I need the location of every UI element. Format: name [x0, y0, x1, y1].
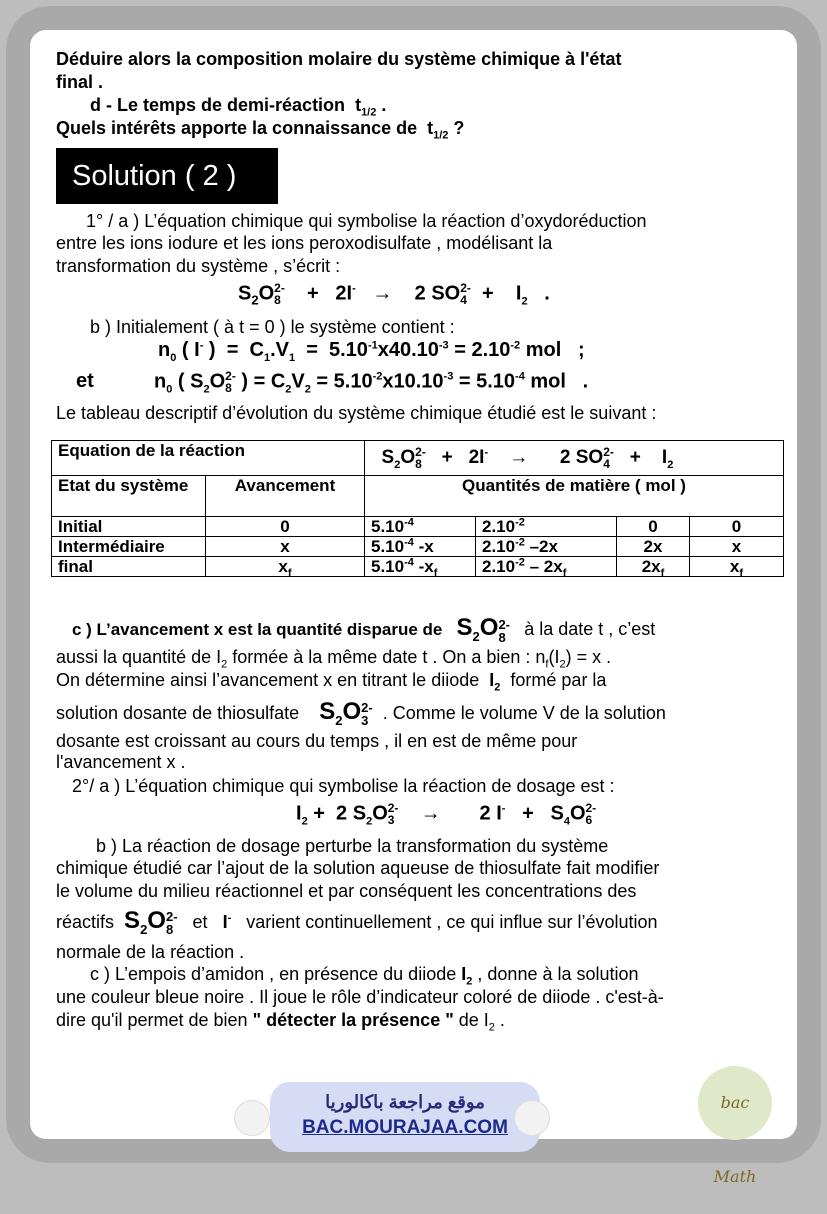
n0-iodide: $n_0$ ( I- ) = $C_1.V_1 = 5.10^{-1}x40.10^{-3} = 2.10^{-2}$ mol ;: [158, 339, 585, 364]
row-i2: $x_f$: [690, 557, 784, 577]
row-advance: x: [206, 537, 365, 557]
table-row: [52, 517, 784, 537]
part2a-line1: 2°/ a ) L’équation chimique qui symbolise la réaction de dosage est :: [72, 776, 615, 796]
part1b-line1: b ) Initialement ( à t = 0 ) le système contient :: [90, 317, 455, 337]
site-name-arabic: موقع مراجعة باكالوريا: [325, 1092, 485, 1112]
partc-line1: c ) L’avancement x est la quantité disparue de $S_2O$ 2- 8 à la date t , c’est: [72, 614, 656, 645]
row-state: Intermédiaire: [52, 537, 206, 557]
site-badge[interactable]: [270, 1082, 540, 1152]
part1a-line3: transformation du système , s’écrit :: [56, 256, 341, 276]
table-header-equation: Equation de la réaction: [52, 441, 365, 476]
part2c-line3: dire qu'il permet de bien " détecter la présence " de $I_2$ .: [56, 1010, 505, 1034]
site-logo-right: [514, 1100, 550, 1136]
part2b-line1: b ) La réaction de dosage perturbe la transformation du système: [96, 836, 609, 856]
question-line-4: Quels intérêts apporte la connaissance de $t_{1/2}$ ?: [56, 118, 465, 142]
redox-equation: $S_2O$ 2- 8 + 2I- → 2 SO 2- 4 + $I_2$ .: [238, 281, 550, 308]
partc-line6: l'avancement x .: [56, 752, 186, 772]
et-label: et: [76, 370, 94, 392]
part1a-line2: entre les ions iodure et les ions peroxodisulfate , modélisant la: [56, 233, 553, 253]
solution-heading: Solution ( 2 ): [56, 148, 278, 204]
table-header-state: Etat du système: [52, 476, 206, 517]
part2c-line2: une couleur bleue noire . Il joue le rôle d’indicateur coloré de diiode . c'est-à-: [56, 987, 664, 1007]
partc-line4: solution dosante de thiosulfate $S_2O$ 2- 3 . Comme le volume V de la solution: [56, 698, 666, 729]
table-intro: Le tableau descriptif d’évolution du système chimique étudié est le suivant :: [56, 403, 657, 423]
row-s2o8: $5.10^{-4}$ $-x_f$: [365, 557, 476, 577]
row-state: Initial: [52, 517, 206, 537]
row-state: final: [52, 557, 206, 577]
site-url-link[interactable]: BAC.MOURAJAA.COM: [302, 1117, 508, 1138]
question-line-1: Déduire alors la composition molaire du système chimique à l'état: [56, 49, 622, 69]
row-iodide: $2.10^{-2}$ –2x: [476, 537, 617, 557]
row-iodide: $2.10^{-2} - 2x_f$: [476, 557, 617, 577]
document-page: [30, 30, 797, 1186]
bac-math-logo: bac Math: [698, 1066, 772, 1140]
part2b-line5: normale de la réaction .: [56, 942, 245, 962]
site-logo-left: [234, 1100, 270, 1136]
table-header-reaction: $S_2O$ 2- 8 + 2I- → 2 SO 2- 4 + $I_2$: [365, 441, 784, 476]
table-row: [52, 557, 784, 577]
row-advance: $x_f$: [206, 557, 365, 577]
part2b-line3: le volume du milieu réactionnel et par conséquent les concentrations des: [56, 881, 637, 901]
partc-line3: On détermine ainsi l’avancement x en titrant le diiode $I_2$ formé par la: [56, 670, 607, 694]
row-i2: x: [690, 537, 784, 557]
row-so4: $2x_f$: [617, 557, 690, 577]
question-line-2: final .: [56, 72, 104, 92]
table-header-quantities: Quantités de matière ( mol ): [365, 476, 784, 517]
part2b-line2: chimique étudié car l’ajout de la solution aqueuse de thiosulfate fait modifier: [56, 858, 660, 878]
n0-peroxodisulfate: $n_0$ ( $S_2O$ 2- 8 ) = $C_2V_2 = 5.10^{-2}x10.10^{-3} = 5.10^{-4}$ mol .: [154, 369, 589, 396]
table-row: [52, 537, 784, 557]
row-s2o8: $5.10^{-4}$: [365, 517, 476, 537]
partc-line5: dosante est croissant au cours du temps , il en est de même pour: [56, 731, 578, 751]
row-so4: 2x: [617, 537, 690, 557]
row-iodide: $2.10^{-2}$: [476, 517, 617, 537]
row-so4: 0: [617, 517, 690, 537]
evolution-table: [51, 440, 784, 580]
question-line-3: d - Le temps de demi-réaction $t_{1/2}$ .: [90, 95, 387, 119]
table-header-advance: Avancement: [206, 476, 365, 517]
part2c-line1: c ) L’empois d’amidon , en présence du diiode $I_2$ , donne à la solution: [90, 964, 639, 988]
dosage-equation: $I_2 + 2$ $S_2O$ 2- 3 → 2 $I^- + S_4O$ 2- 6: [296, 801, 597, 828]
part2b-line4: réactifs $S_2O$ 2- 8 et I- varient continuellement , ce qui influe sur l’évolution: [56, 907, 658, 938]
row-i2: 0: [690, 517, 784, 537]
row-s2o8: $5.10^{-4}$ -x: [365, 537, 476, 557]
part1a-line1: 1° / a ) L’équation chimique qui symbolise la réaction d’oxydoréduction: [86, 211, 647, 231]
partc-line2: aussi la quantité de $I_2$ formée à la même date t . On a bien : $n_f(I_2) = x$ .: [56, 647, 612, 671]
row-advance: 0: [206, 517, 365, 537]
